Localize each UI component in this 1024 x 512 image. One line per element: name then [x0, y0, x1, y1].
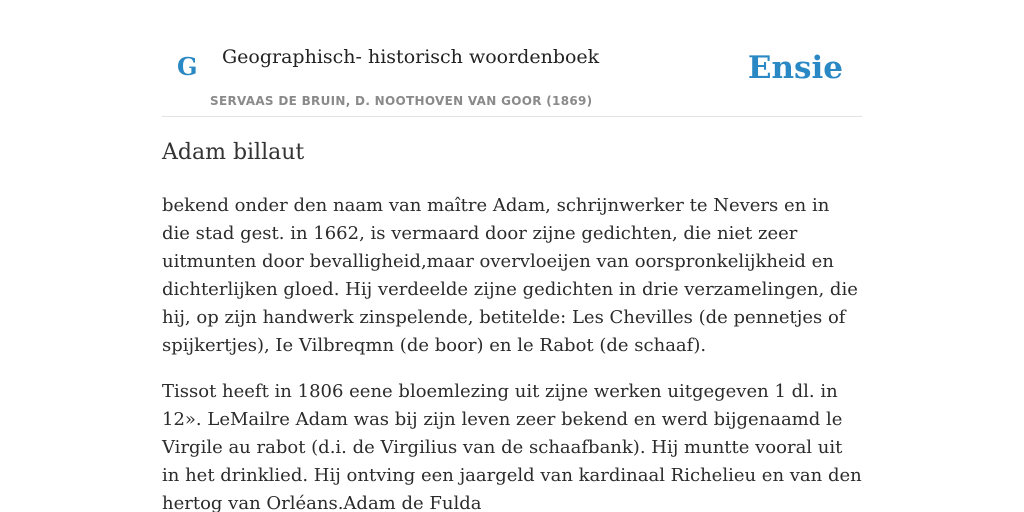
entry-paragraph: Tissot heeft in 1806 eene bloemlezing uit zijne werken uitgegeven 1 dl. in 12». LeMailre Adam was bij zijn leven zeer bekend en werd bijgenaamd le Virgile au rabot (d.i. de Virgilius van de schaafbank). Hij muntte vooral uit in het drinklied. Hij ontving een jaargeld van kardinaal Richelieu en van den hertog van Orléans.Adam de Fulda — [162, 381, 862, 512]
entry-paragraph: bekend onder den naam van maître Adam, schrijnwerker te Nevers en in die stad gest. in 1662, is vermaard door zijne gedichten, die niet zeer uitmunten door bevalligheid,maar overvloeijen van oorspronkelijkheid en dichterlijken gloed. Hij verdeelde zijne gedichten in drie verzamelingen, die hij, op zijn handwerk zinspelende, betitelde: Les Chevilles (de pennetjes of spijkertjes), Ie Vilbreqmn (de boor) en le Rabot (de schaaf). — [162, 195, 858, 356]
entry-body — [162, 192, 862, 512]
entry-title: Adam billaut — [162, 140, 305, 165]
book-header — [162, 40, 862, 117]
book-title[interactable]: Geographisch- historisch woordenboek — [222, 46, 600, 68]
book-logo-letter[interactable]: G — [177, 52, 198, 81]
book-authors: SERVAAS DE BRUIN, D. NOOTHOVEN VAN GOOR (1869) — [210, 94, 593, 108]
ensie-logo[interactable]: Ensie — [747, 50, 843, 86]
